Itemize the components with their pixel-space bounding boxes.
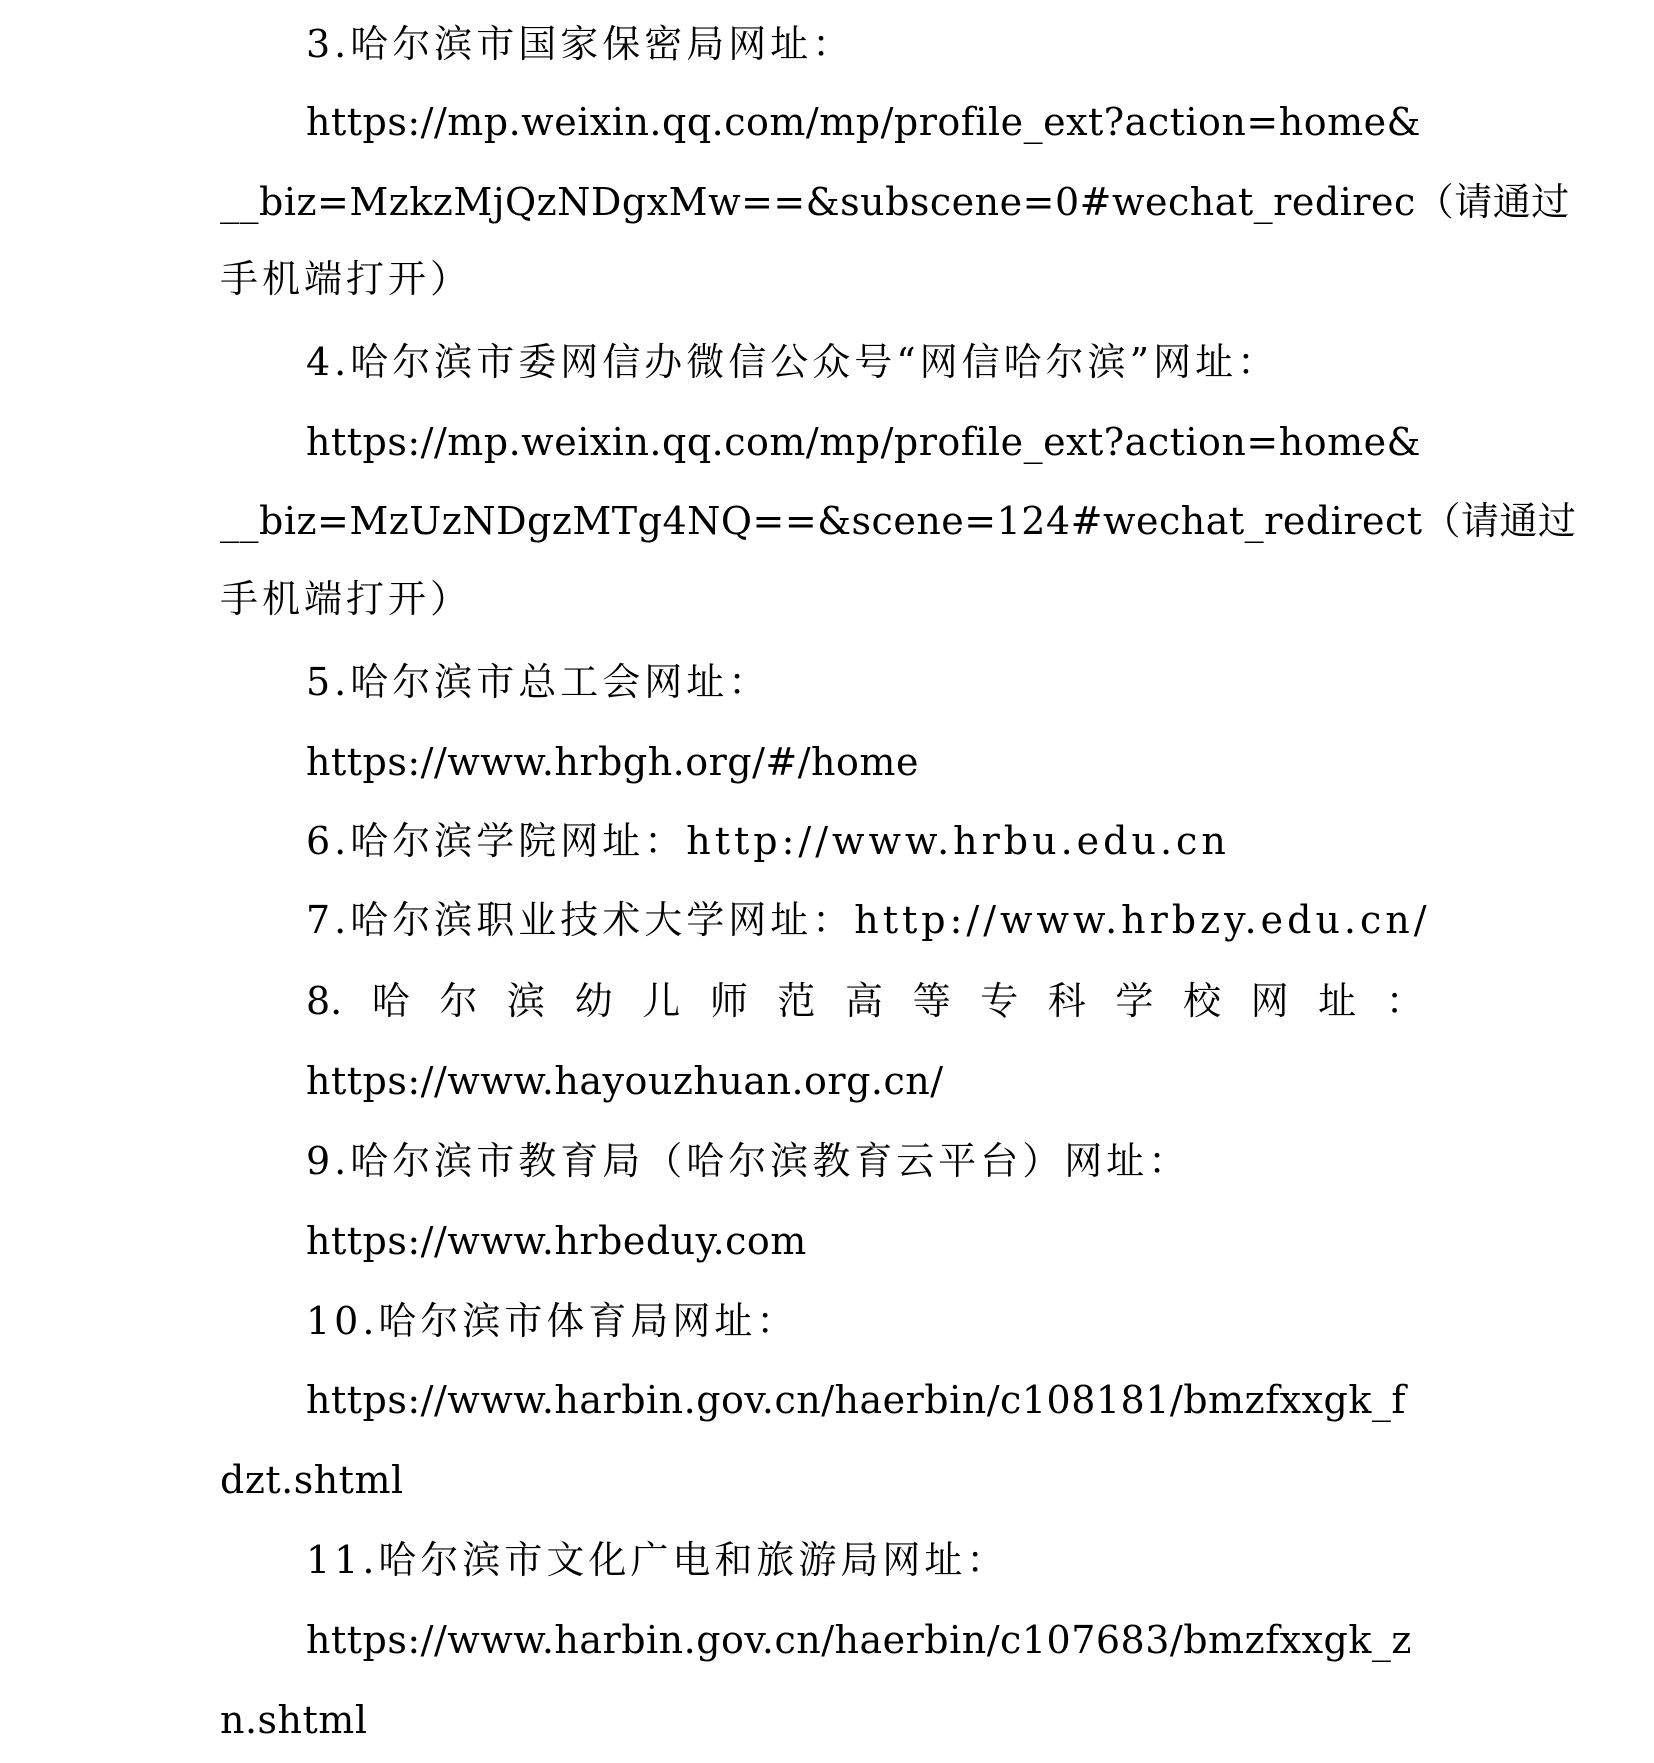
- item-11-url-line-1[interactable]: https://www.harbin.gov.cn/haerbin/c107683/bmzfxxgk_z: [306, 1618, 1412, 1662]
- item-7-title: 7.哈尔滨职业技术大学网址：http://www.hrbzy.edu.cn/: [306, 898, 1431, 942]
- item-3-url-line-1[interactable]: https://mp.weixin.qq.com/mp/profile_ext?action=home&: [306, 100, 1421, 144]
- item-9-title: 9.哈尔滨市教育局（哈尔滨教育云平台）网址：: [306, 1139, 1191, 1183]
- item-4-url-line-2[interactable]: __biz=MzUzNDgzMTg4NQ==&scene=124#wechat_redirect（请通过: [220, 499, 1577, 543]
- item-8-char: 学: [1115, 979, 1154, 1023]
- item-5-url[interactable]: https://www.hrbgh.org/#/home: [306, 740, 919, 784]
- item-8-char: 师: [709, 979, 748, 1023]
- item-5-title: 5.哈尔滨市总工会网址：: [306, 660, 771, 704]
- item-10-url-line-2[interactable]: dzt.shtml: [220, 1458, 404, 1502]
- item-8-char: 校: [1182, 979, 1221, 1023]
- item-8-char: 范: [777, 979, 816, 1023]
- item-8-char: 儿: [642, 979, 681, 1023]
- item-8-char: 专: [980, 979, 1019, 1023]
- item-8-char: 科: [1047, 979, 1086, 1023]
- item-8-char: 尔: [439, 979, 478, 1023]
- item-8-char: 滨: [507, 979, 546, 1023]
- item-8-char: 等: [912, 979, 951, 1023]
- item-8-char: 高: [845, 979, 884, 1023]
- item-8-char: ：: [1385, 979, 1424, 1023]
- item-8-char: 哈: [371, 979, 410, 1023]
- item-8-char: 幼: [574, 979, 613, 1023]
- item-3-url-line-2[interactable]: __biz=MzkzMjQzNDgxMw==&subscene=0#wechat_redirec（请通过: [220, 180, 1570, 224]
- item-3-title: 3.哈尔滨市国家保密局网址：: [306, 22, 855, 66]
- item-8-char: 址: [1318, 979, 1357, 1023]
- item-4-note: 手机端打开）: [220, 577, 473, 621]
- item-3-note: 手机端打开）: [220, 257, 473, 301]
- item-10-title: 10.哈尔滨市体育局网址：: [306, 1299, 799, 1343]
- item-4-title: 4.哈尔滨市委网信办微信公众号“网信哈尔滨”网址：: [306, 340, 1280, 384]
- item-9-url[interactable]: https://www.hrbeduy.com: [306, 1219, 807, 1263]
- item-8-char: 8.: [306, 979, 343, 1023]
- item-11-url-line-2[interactable]: n.shtml: [220, 1698, 368, 1742]
- item-10-url-line-1[interactable]: https://www.harbin.gov.cn/haerbin/c108181/bmzfxxgk_f: [306, 1378, 1406, 1422]
- item-8-char: 网: [1250, 979, 1289, 1023]
- item-11-title: 11.哈尔滨市文化广电和旅游局网址：: [306, 1538, 1009, 1582]
- item-4-url-line-1[interactable]: https://mp.weixin.qq.com/mp/profile_ext?action=home&: [306, 420, 1421, 464]
- item-8-url[interactable]: https://www.hayouzhuan.org.cn/: [306, 1059, 944, 1103]
- item-6-title: 6.哈尔滨学院网址：http://www.hrbu.edu.cn: [306, 819, 1230, 863]
- item-8-title: [306, 977, 1424, 1025]
